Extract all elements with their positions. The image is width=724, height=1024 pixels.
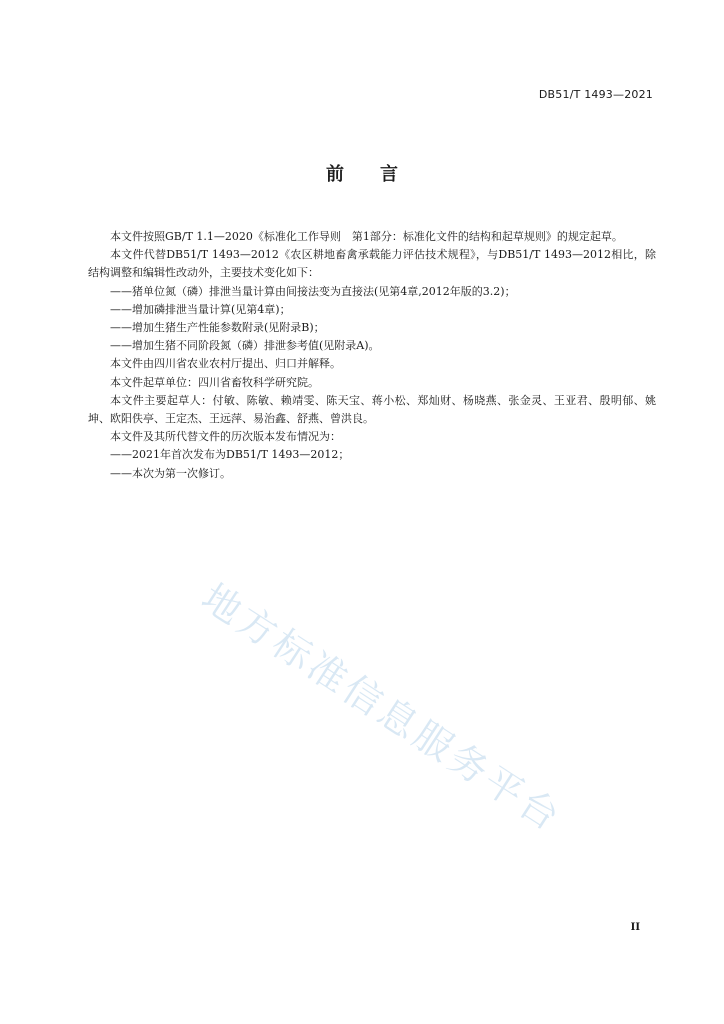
title-char-1: 前 — [326, 164, 344, 185]
page-number: II — [630, 922, 640, 933]
change-item: ——增加生猪生产性能参数附录(见附录B)； — [110, 321, 325, 335]
title-char-2: 言 — [380, 164, 398, 185]
paragraph-drafting-unit: 本文件起草单位：四川省畜牧科学研究院。 — [110, 375, 319, 389]
watermark: 地方标准信息服务平台 — [193, 575, 571, 841]
history-item: ——本次为第一次修订。 — [110, 466, 231, 480]
history-item: ——2021年首次发布为DB51/T 1493—2012； — [110, 448, 350, 462]
paragraph-drafters: 本文件主要起草人：付敏、陈敏、赖靖雯、陈天宝、蒋小松、郑灿财、杨晓燕、张金灵、王亚君、殷明郁、姚坤、欧阳佚亭、王定杰、王远萍、易治鑫、舒燕、曾洪良。 — [88, 393, 656, 426]
document-body — [88, 228, 656, 483]
paragraph-drafting-basis: 本文件按照GB/T 1.1—2020《标准化工作导则 第1部分：标准化文件的结构和起草规则》的规定起草。 — [110, 230, 623, 243]
change-item: ——增加磷排泄当量计算(见第4章)； — [110, 302, 291, 316]
page-title — [0, 160, 724, 186]
standard-code: DB51/T 1493—2021 — [538, 88, 653, 101]
paragraph-history: 本文件及其所代替文件的历次版本发布情况为： — [110, 430, 341, 444]
paragraph-proposer: 本文件由四川省农业农村厅提出、归口并解释。 — [110, 357, 341, 371]
change-item: ——猪单位氮（磷）排泄当量计算由间接法变为直接法(见第4章,2012年版的3.2)； — [110, 284, 516, 298]
change-item: ——增加生猪不同阶段氮（磷）排泄参考值(见附录A)。 — [110, 339, 380, 353]
paragraph-replacement: 本文件代替DB51/T 1493—2012《农区耕地畜禽承载能力评估技术规程》，与DB51/T 1493—2012相比，除结构调整和编辑性改动外，主要技术变化如下： — [88, 248, 656, 280]
